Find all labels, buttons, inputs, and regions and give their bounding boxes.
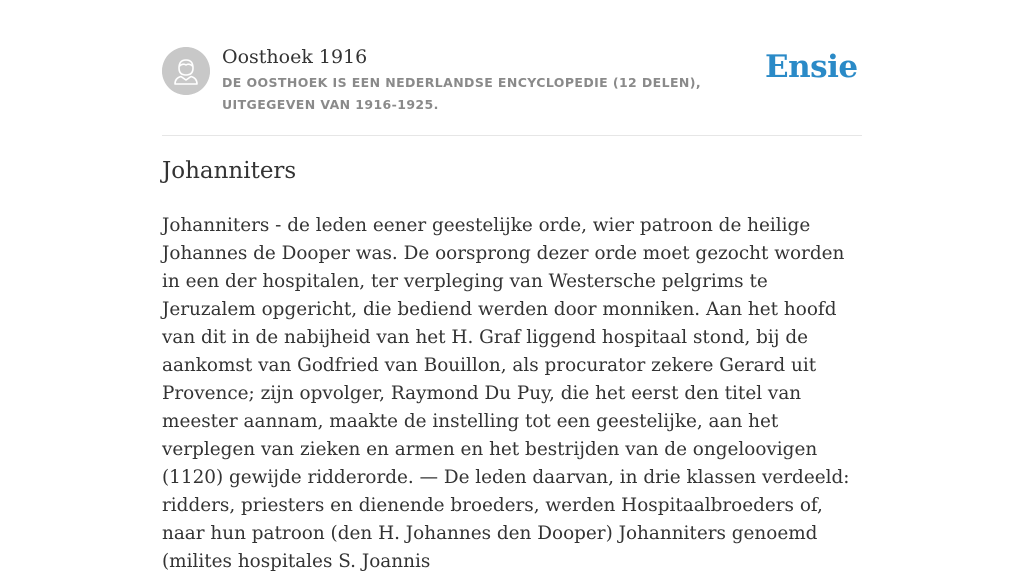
user-avatar-icon[interactable] — [162, 47, 210, 95]
source-header — [162, 0, 862, 136]
ensie-logo[interactable]: Ensie — [765, 49, 858, 85]
source-name[interactable]: Oosthoek 1916 — [222, 46, 368, 68]
article-title: Johanniters — [162, 158, 297, 184]
source-description: DE OOSTHOEK IS EEN NEDERLANDSE ENCYCLOPEDIE (12 DELEN), UITGEGEVEN VAN 1916-1925. — [222, 75, 702, 112]
page-container — [162, 0, 862, 572]
article-body: Johanniters - de leden eener geestelijke orde, wier patroon de heilige Johannes de Dooper was. De oorsprong dezer orde moet gezocht worden in een der hospitalen, ter verpleging van Westersche pelgrims te Jeruzalem opgericht, die bediend werden door monniken. Aan het hoofd van dit in de nabijheid van het H. Graf liggend hospitaal stond, bij de aankomst van Godfried van Bouillon, als procurator zekere Gerard uit Provence; zijn opvolger, Raymond Du Puy, die het eerst den titel van meester aannam, maakte de instelling tot een geestelijke, aan het verplegen van zieken en armen en het bestrijden van de ongeloovigen (1120) gewijde ridderorde. — De leden daarvan, in drie klassen verdeeld: ridders, priesters en dienende broeders, werden Hospitaalbroeders of, naar hun patroon (den H. Johannes den Dooper) Johanniters genoemd (milites hospitales S. Joannis — [162, 215, 850, 572]
